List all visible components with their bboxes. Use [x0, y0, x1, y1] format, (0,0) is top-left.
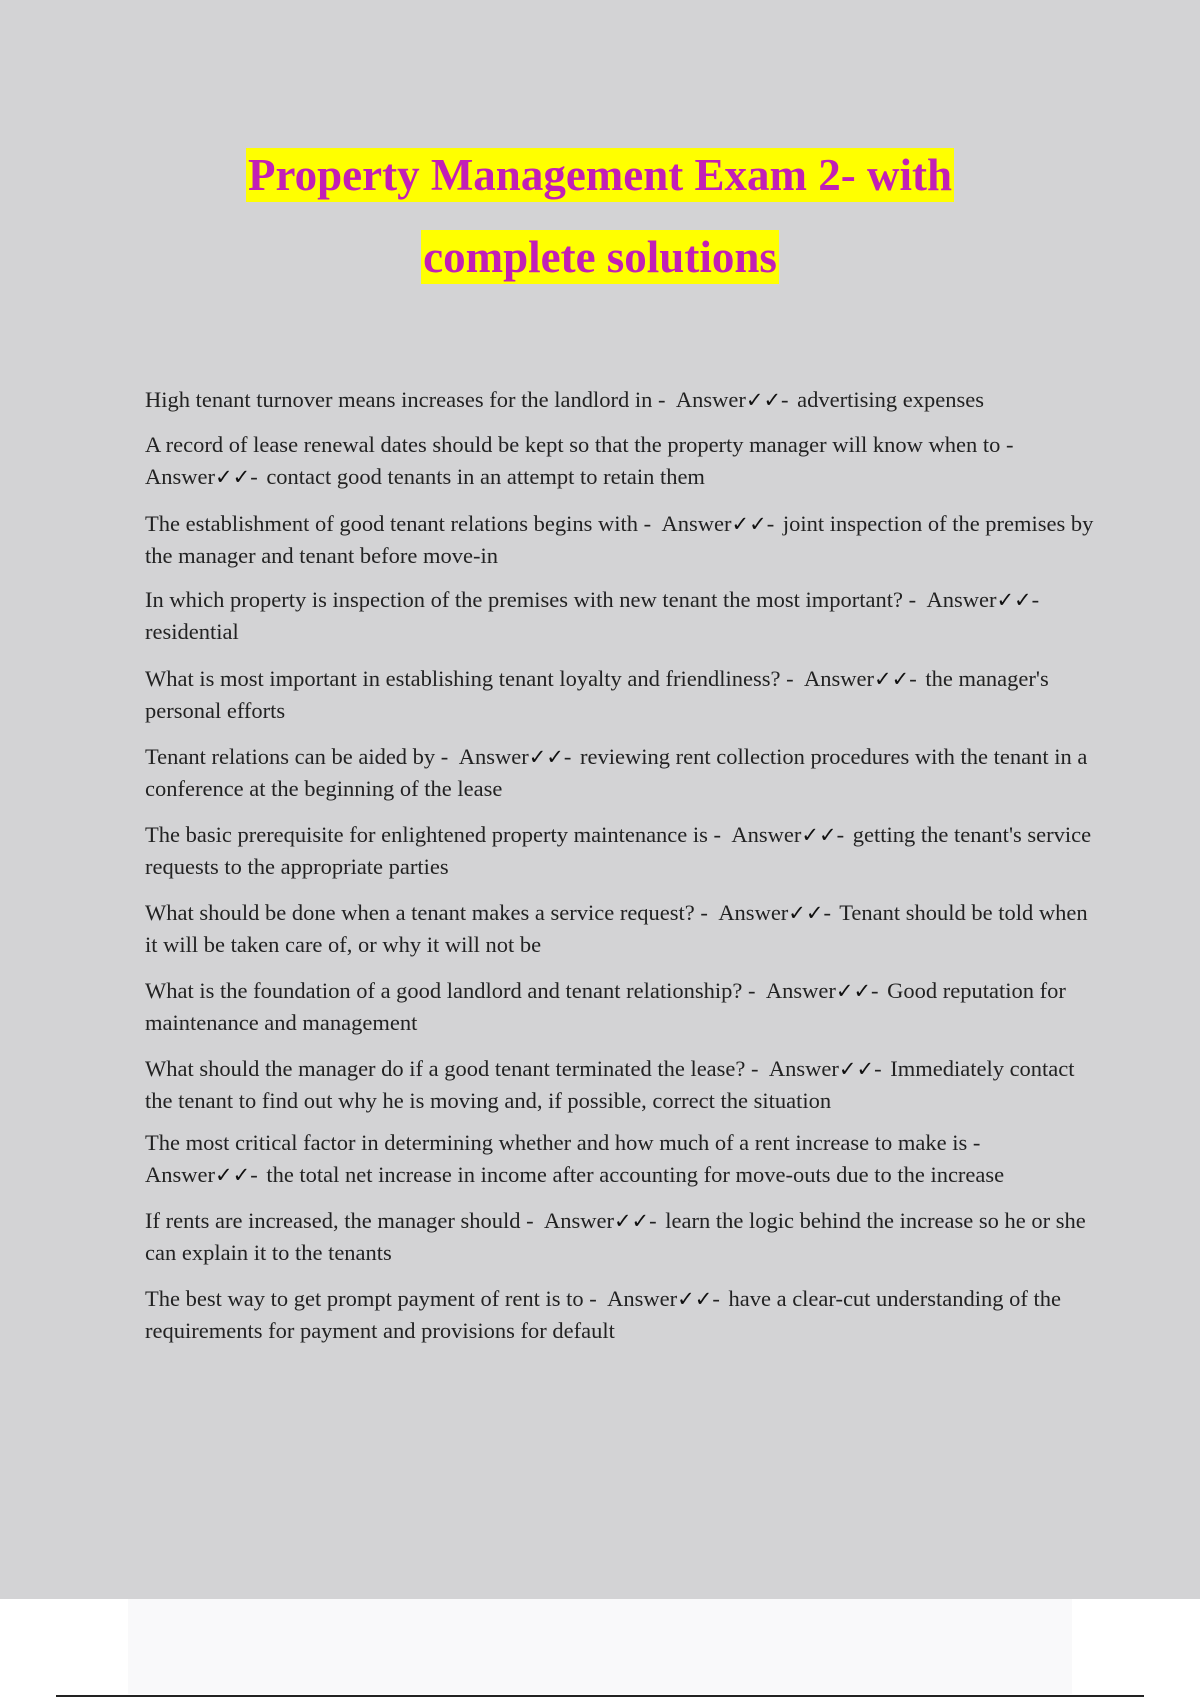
question-text: A record of lease renewal dates should be kept so that the property manager will know when to -	[145, 432, 1014, 457]
answer-text: residential	[145, 619, 239, 644]
qa-item	[145, 975, 1095, 1039]
answer-text: getting the tenant's service requests to the appropriate parties	[145, 822, 1092, 879]
answer-text: learn the logic behind the increase so he or she can explain it to the tenants	[145, 1208, 1086, 1265]
double-check-icon: ✓✓	[214, 465, 251, 489]
question-text: If rents are increased, the manager should -	[145, 1208, 534, 1233]
answer-label: Answer	[661, 511, 732, 536]
answer-text: the manager's personal efforts	[145, 666, 1049, 723]
answer-separator: -	[250, 464, 258, 489]
question-text: What should be done when a tenant makes a service request? -	[145, 900, 708, 925]
double-check-icon: ✓✓	[731, 512, 767, 536]
answer-text: Immediately contact the tenant to find out why he is moving and, if possible, correct the situation	[145, 1056, 1075, 1113]
answer-separator: -	[823, 900, 831, 925]
answer-text: have a clear-cut understanding of the requirements for payment and provisions for default	[145, 1286, 1062, 1343]
double-check-icon: ✓✓	[996, 588, 1032, 612]
question-text: What is the foundation of a good landlord and tenant relationship? -	[145, 978, 756, 1003]
qa-item	[145, 663, 1095, 727]
qa-item	[145, 429, 1095, 493]
answer-label: Answer	[675, 387, 746, 412]
answer-separator: -	[649, 1208, 657, 1233]
question-text: In which property is inspection of the premises with new tenant the most important? -	[145, 587, 917, 612]
answer-text: joint inspection of the premises by the manager and tenant before move-in	[145, 511, 1094, 568]
question-text: Tenant relations can be aided by -	[145, 744, 449, 769]
qa-item	[145, 741, 1095, 805]
question-text: The best way to get prompt payment of rent is to -	[145, 1286, 597, 1311]
double-check-icon: ✓✓	[214, 1163, 251, 1187]
answer-separator: -	[563, 744, 572, 769]
footer-panel	[128, 1599, 1072, 1694]
question-text: High tenant turnover means increases for the landlord in -	[145, 387, 666, 412]
answer-label: Answer	[145, 464, 215, 489]
answer-label: Answer	[607, 1286, 678, 1311]
footer-rule	[56, 1695, 1144, 1697]
answer-separator: -	[766, 511, 775, 536]
answer-label: Answer	[765, 978, 836, 1003]
double-check-icon: ✓✓	[788, 901, 824, 925]
double-check-icon: ✓✓	[874, 667, 910, 691]
answer-label: Answer	[543, 1208, 614, 1233]
footer-area	[0, 1599, 1200, 1700]
title-line-1: Property Management Exam 2- with	[247, 150, 953, 200]
qa-item	[145, 1283, 1095, 1347]
answer-text: the total net increase in income after accounting for move-outs due to the increase	[266, 1162, 1005, 1187]
qa-item	[145, 508, 1095, 572]
page-title	[0, 148, 1200, 284]
question-text: The most critical factor in determining whether and how much of a rent increase to make is -	[145, 1130, 981, 1155]
qa-item	[145, 384, 1095, 416]
answer-label: Answer	[768, 1056, 839, 1081]
answer-separator: -	[712, 1286, 720, 1311]
qa-item	[145, 1127, 1095, 1191]
answer-separator: -	[874, 1056, 882, 1081]
question-text: What should the manager do if a good tenant terminated the lease? -	[145, 1056, 759, 1081]
answer-separator: -	[909, 666, 917, 691]
double-check-icon: ✓✓	[745, 388, 782, 412]
qa-list	[145, 384, 1095, 1347]
title-line-2: complete solutions	[423, 232, 777, 282]
answer-separator: -	[250, 1162, 258, 1187]
double-check-icon: ✓✓	[835, 979, 872, 1003]
answer-separator: -	[1031, 587, 1040, 612]
answer-label: Answer	[458, 744, 529, 769]
answer-label: Answer	[926, 587, 997, 612]
answer-label: Answer	[804, 666, 874, 691]
double-check-icon: ✓✓	[838, 1057, 875, 1081]
answer-text: Good reputation for maintenance and management	[145, 978, 1066, 1035]
double-check-icon: ✓✓	[613, 1209, 650, 1233]
answer-separator: -	[781, 387, 789, 412]
double-check-icon: ✓✓	[801, 823, 837, 847]
answer-separator: -	[836, 822, 845, 847]
answer-label: Answer	[731, 822, 802, 847]
double-check-icon: ✓✓	[677, 1287, 713, 1311]
answer-separator: -	[871, 978, 879, 1003]
answer-text: advertising expenses	[797, 387, 984, 412]
answer-text: reviewing rent collection procedures with the tenant in a conference at the beginning of the lease	[145, 744, 1088, 801]
qa-item	[145, 1205, 1095, 1269]
answer-text: contact good tenants in an attempt to retain them	[266, 464, 705, 489]
qa-item	[145, 1053, 1095, 1117]
answer-label: Answer	[718, 900, 789, 925]
answer-text: Tenant should be told when it will be taken care of, or why it will not be	[145, 900, 1088, 957]
qa-item	[145, 584, 1095, 648]
question-text: The establishment of good tenant relations begins with -	[145, 511, 652, 536]
question-text: The basic prerequisite for enlightened property maintenance is -	[145, 822, 722, 847]
question-text: What is most important in establishing tenant loyalty and friendliness? -	[145, 666, 794, 691]
qa-item	[145, 819, 1095, 883]
double-check-icon: ✓✓	[528, 745, 564, 769]
qa-item	[145, 897, 1095, 961]
answer-label: Answer	[145, 1162, 215, 1187]
